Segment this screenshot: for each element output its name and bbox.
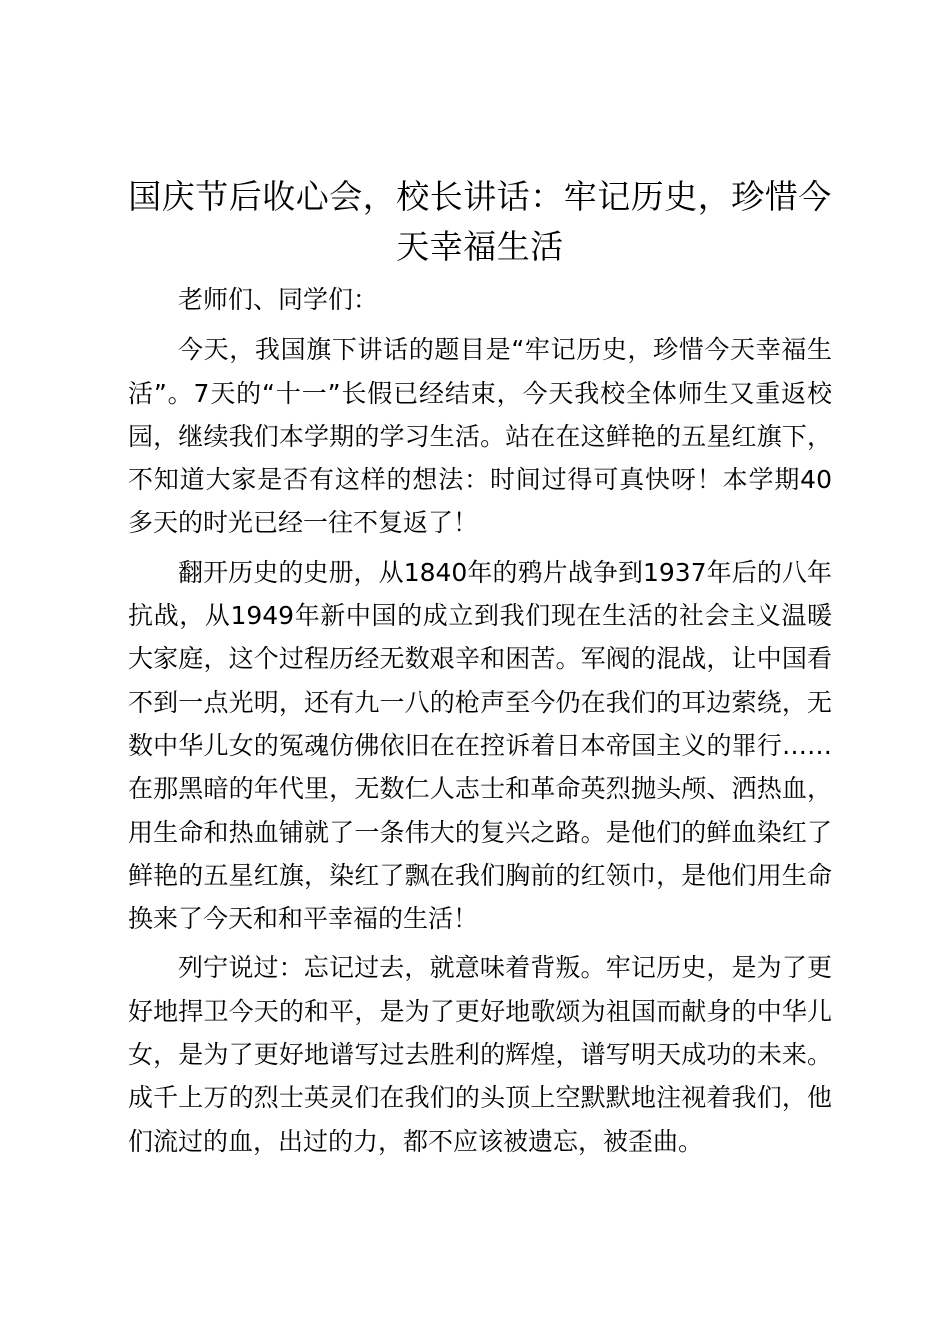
paragraph-3: 列宁说过：忘记过去，就意味着背叛。牢记历史，是为了更好地捍卫今天的和平，是为了更好地歌颂为祖国而献身的中华儿女，是为了更好地谱写过去胜利的辉煌，谱写明天成功的未来。成千上万的烈士英灵们在我们的头顶上空默默地注视着我们，他们流过的血，出过的力，都不应该被遗忘，被歪曲。 <box>128 953 832 1156</box>
paragraph-2: 翻开历史的史册，从1840年的鸦片战争到1937年后的八年抗战，从1949年新中国的成立到我们现在生活的社会主义温暖大家庭，这个过程历经无数艰辛和困苦。军阀的混战，让中国看不到一点光明，还有九一八的枪声至今仍在我们的耳边萦绕，无数中华儿女的冤魂仿佛依旧在在控诉着日本帝国主义的罪行……在那黑暗的年代里，无数仁人志士和革命英烈抛头颅、洒热血，用生命和热血铺就了一条伟大的复兴之路。是他们的鲜血染红了鲜艳的五星红旗，染红了飘在我们胸前的红领巾，是他们用生命换来了今天和和平幸福的生活！ <box>128 557 832 934</box>
paragraph-1: 今天，我国旗下讲话的题目是“牢记历史，珍惜今天幸福生活”。7天的“十一”长假已经结束，今天我校全体师生又重返校园，继续我们本学期的学习生活。站在在这鲜艳的五星红旗下，不知道大家是否有这样的想法：时间过得可真快呀！本学期40多天的时光已经一往不复返了！ <box>128 335 832 538</box>
greeting: 老师们、同学们： <box>178 285 379 314</box>
document-page <box>128 172 832 1163</box>
document-title: 国庆节后收心会，校长讲话：牢记历史，珍惜今天幸福生活 <box>128 177 832 266</box>
